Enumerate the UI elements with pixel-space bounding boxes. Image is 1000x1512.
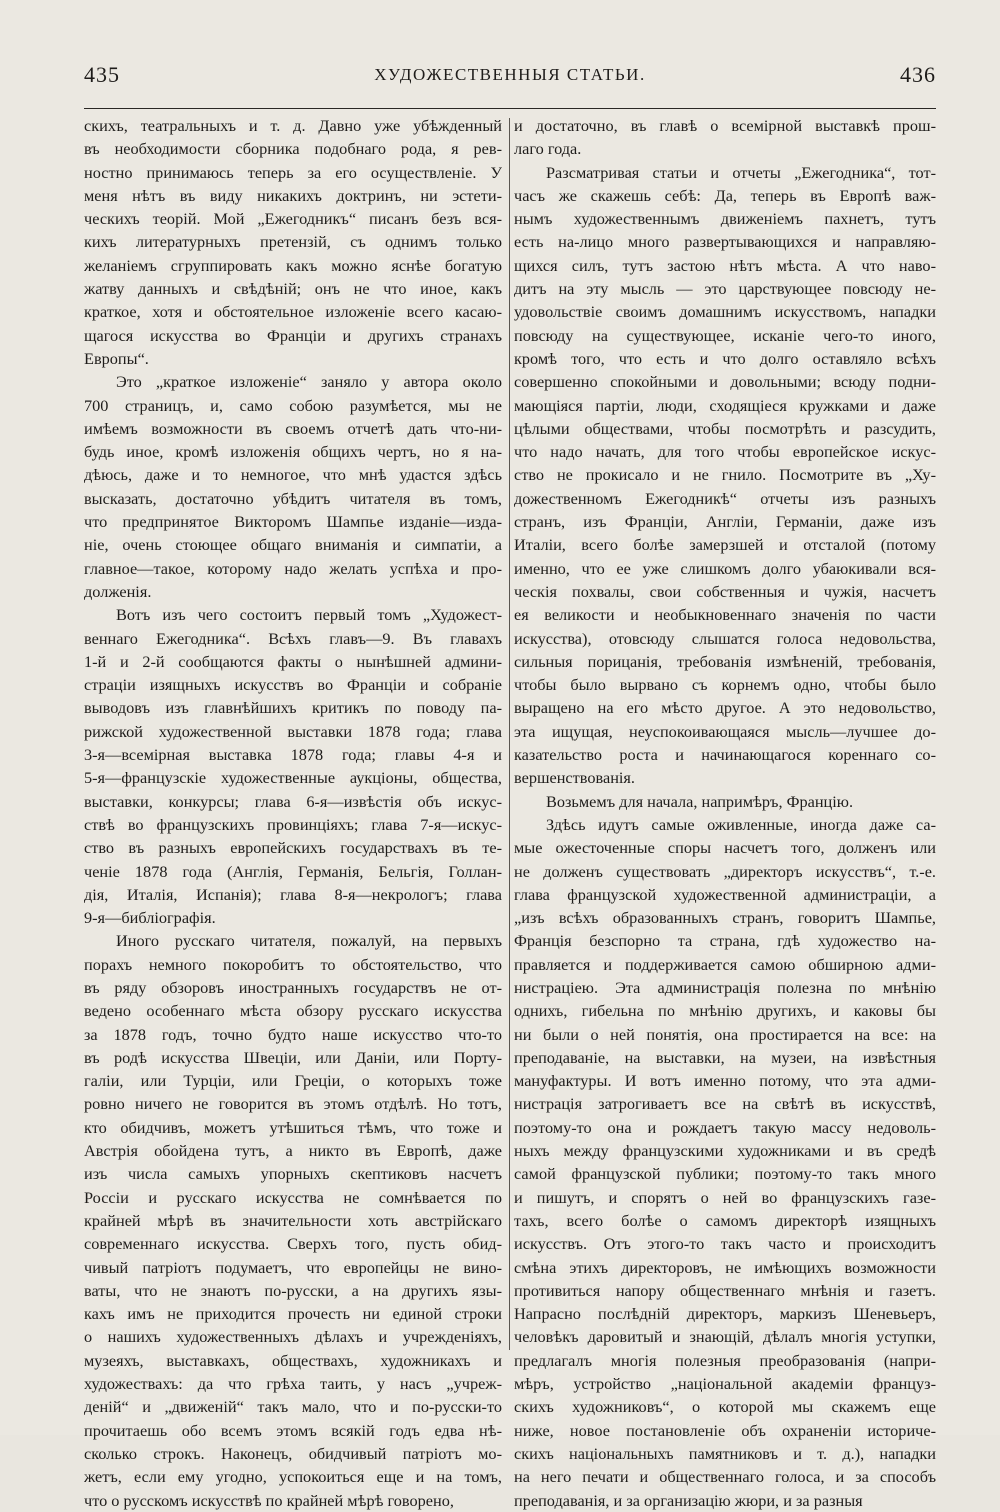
text-line: 9-я—библіографія. [84, 908, 216, 928]
text-line: крайней мѣрѣ въ значительности хоть австрійскаго [84, 1210, 502, 1230]
text-line: преподаванія, и за организацію жюри, и за разныя [514, 1490, 863, 1510]
text-line: ныхъ между французскими художниками и въ средѣ [514, 1141, 936, 1161]
text-line: Возьмемъ для начала, напримѣръ, Францію. [546, 791, 854, 811]
text-line: мающіяся партіи, люди, сходящіеся кружками и даже [514, 395, 936, 415]
text-line: ствѣ во французскихъ провинціяхъ; глава 7-я—искус- [84, 814, 502, 834]
text-line: скихъ національныхъ памятниковъ и т. д.), нападки [514, 1443, 936, 1463]
text-line: Это „краткое изложеніе“ заняло у автора около [116, 372, 502, 392]
text-line: странъ, изъ Франціи, Англіи, Германіи, даже изъ [514, 512, 936, 532]
text-line: скихъ, театральныхъ и т. д. Давно уже убѣжденный [84, 116, 502, 135]
text-line: на него печати и общественнаго голоса, и за способъ [514, 1467, 936, 1487]
text-line: дѣюсь, даже и то немногое, что мнѣ удастся здѣсь [84, 465, 502, 485]
text-line: ниже, новое постановленіе объ охраненіи историче- [514, 1420, 936, 1440]
left-column [84, 114, 502, 1512]
text-line: самой французской публики; поэтому-то такъ много [514, 1164, 936, 1184]
text-line: лаго года. [514, 139, 582, 159]
text-line: сильныя порицанія, требованія измѣненій, требованія, [514, 651, 936, 671]
text-line: порахъ немного покоробитъ то обстоятельство, что [84, 954, 502, 974]
text-line: „изъ всѣхъ образованныхъ странъ, говоритъ Шампье, [514, 908, 936, 928]
text-line: краткое, хотя и обстоятельное изложеніе всего касаю- [84, 302, 502, 322]
text-line: удовольствіе своимъ домашнимъ искусствомъ, нападки [514, 302, 936, 322]
text-line: ческихъ теорій. Мой „Ежегодникъ“ писанъ безъ вся- [84, 209, 502, 229]
text-line: высказать, достаточно убѣдитъ читателя въ томъ, [84, 488, 502, 508]
text-line: поэтому-то она и рождаетъ такую массу недоволь- [514, 1117, 936, 1137]
text-line: Разсматривая статьи и отчеты „Ежегодника“, тот- [546, 162, 936, 182]
text-line: нымъ художественнымъ движеніемъ пахнетъ, тутъ [514, 209, 936, 229]
text-line: въ родѣ искусства Швеціи, или Даніи, или Порту- [84, 1047, 502, 1067]
text-line: ровно ничего не говорится въ этомъ отдѣлѣ. Но тотъ, [84, 1094, 502, 1114]
text-line: совершенно спокойными и довольными; всюду подни- [514, 372, 936, 392]
text-line: кромѣ того, что есть и что долго оставляло всѣхъ [514, 348, 936, 368]
text-line: дожественномъ Ежегодникѣ“ отчеты изъ разныхъ [514, 488, 936, 508]
text-line: смѣна этихъ директоровъ, не имѣющихъ возможности [514, 1257, 936, 1277]
text-line: ческія похвалы, свои собственныя и чужія, насчетъ [514, 581, 936, 601]
text-line: дія, Италія, Испанія); глава 8-я—некрологъ; глава [84, 884, 502, 904]
text-line: выводовъ изъ главнѣйшихъ критикъ по поводу па- [84, 698, 502, 718]
text-line: преподаваніе, на выставки, на музеи, на извѣстныя [514, 1047, 936, 1067]
text-line: скихъ художниковъ“, о которой мы скажемъ еще [514, 1397, 936, 1417]
text-line: веннаго Ежегодника“. Всѣхъ главъ—9. Въ главахъ [84, 628, 502, 648]
text-line: художествахъ: да что грѣха таить, у насъ „учреж- [84, 1374, 502, 1394]
text-line: кихъ литературныхъ претензій, съ однимъ только [84, 232, 502, 252]
text-line: что надо начать, для того чтобы европейское искус- [514, 442, 936, 462]
text-line: желаніемъ сгруппировать какъ можно яснѣе богатую [84, 255, 502, 275]
text-line: ведено особеннаго мѣста обзору русскаго искусства [84, 1001, 502, 1021]
text-line: Здѣсь идутъ самые оживленные, иногда даже са- [546, 814, 936, 834]
text-line: нистрація затрогиваетъ все на свѣтѣ въ искусствѣ, [514, 1094, 936, 1114]
text-line: эта ищущая, неуспокоивающаяся мысль—лучшее до- [514, 721, 936, 741]
text-line: имѣемъ возможности въ своемъ отчетѣ дать что-ни- [84, 418, 502, 438]
text-line: долженія. [84, 581, 152, 601]
text-line: мануфактуры. И вотъ именно потому, что эта адми- [514, 1071, 936, 1091]
text-line: въ необходимости сборника подобнаго рода, я рев- [84, 139, 502, 159]
text-line: ство не прокисало и не гнило. Посмотрите въ „Ху- [514, 465, 936, 485]
text-line: въ ряду обзоровъ иностранныхъ государствъ не от- [84, 977, 502, 997]
text-line: кто обидчивъ, можетъ утѣшиться тѣмъ, что тоже и [84, 1117, 502, 1137]
text-line: предлагалъ многія полезныя преобразованія (напри- [514, 1350, 936, 1370]
text-line: изъ числа самыхъ упорныхъ скептиковъ насчетъ [84, 1164, 502, 1184]
text-line: чивый патріотъ подумаетъ, что европейцы не вино- [84, 1257, 502, 1277]
text-line: и достаточно, въ главѣ о всемірной выставкѣ прош- [514, 116, 936, 135]
text-line: современнаго искусства. Сверхъ того, пусть обид- [84, 1234, 502, 1254]
text-line: повсюду на существующее, исканіе чего-то иного, [514, 325, 936, 345]
text-line: будь иное, кромѣ изложенія общихъ чертъ, но я на- [84, 442, 502, 462]
text-line: однихъ, гибельна по мнѣнію другихъ, и каковы бы [514, 1001, 936, 1021]
right-column [514, 114, 936, 1512]
text-line: дитъ на эту мысль — это царствующее повсюду не- [514, 279, 936, 299]
text-line: человѣкъ даровитый и знающій, дѣлалъ многія уступки, [514, 1327, 936, 1347]
text-line: за 1878 годъ, точно будто наше искусство что-то [84, 1024, 502, 1044]
text-line: и пишутъ, и спорятъ о ней во французскихъ газе- [514, 1187, 936, 1207]
text-line: галіи, или Турціи, или Греціи, о которыхъ тоже [84, 1071, 502, 1091]
text-line: музеяхъ, выставкахъ, обществахъ, художникахъ и [84, 1350, 502, 1370]
right-page-number: 436 [900, 62, 936, 87]
text-line: 3-я—всемірная выставка 1878 года; главы 4-я и [84, 745, 502, 765]
text-line: часъ же скажешь себѣ: Да, теперь въ Европѣ важ- [514, 185, 936, 205]
text-line: Напрасно послѣдній директоръ, маркизъ Шеневьеръ, [514, 1304, 936, 1324]
text-line: выставки, конкурсы; глава 6-я—извѣстія объ искус- [84, 791, 502, 811]
text-line: выращено на его мѣсто другое. А это недовольство, [514, 698, 936, 718]
text-line: противиться напору общественнаго мнѣнія и газетъ. [514, 1280, 936, 1300]
text-line: ніе, очень стоющее общаго вниманія и симпатіи, а [84, 535, 502, 555]
text-line: чтобы было вырвано съ корнемъ одно, чтобы было [514, 675, 936, 695]
text-line: Италіи, всего болѣе замерзшей и отсталой (потому [514, 535, 936, 555]
text-line: мые ожесточенные споры насчетъ того, долженъ или [514, 838, 936, 858]
text-line: что предпринятое Викторомъ Шампье изданіе—изда- [84, 512, 502, 532]
text-line: страціи изящныхъ искусствъ во Франціи и собраніе [84, 675, 502, 695]
text-line: вершенствованія. [514, 768, 635, 788]
text-line: нистраціею. Эта администрація полезна по мнѣнію [514, 977, 936, 997]
text-line: рижской художественной выставки 1878 года; глава [84, 721, 502, 741]
text-line: сколько строкъ. Наконецъ, обидчивый патріотъ мо- [84, 1443, 502, 1463]
text-line: не долженъ существовать „директоръ искусствъ“, т.-е. [514, 861, 936, 881]
header-rule [84, 108, 936, 109]
text-line: главное—такое, которому надо желать успѣха и про- [84, 558, 502, 578]
text-line: мѣръ, устройство „національной академіи француз- [514, 1374, 936, 1394]
page-header [84, 62, 936, 92]
text-line: Франція безспорно та страна, гдѣ художество на- [514, 931, 936, 951]
text-line: Иного русскаго читателя, пожалуй, на первыхъ [116, 931, 502, 951]
text-line: искусствъ. Отъ этого-то такъ часто и происходитъ [514, 1234, 936, 1254]
text-line: именно, что ее уже слишкомъ долго убаюкивали вся- [514, 558, 936, 578]
text-line: 5-я—французскіе художественные аукціоны, общества, [84, 768, 502, 788]
text-line: щихся силъ, тутъ застою нѣтъ мѣста. А что наво- [514, 255, 936, 275]
text-line: цѣлыми обществами, чтобы посмотрѣть и разсудить, [514, 418, 936, 438]
text-line: ностно принимаюсь теперь за его осуществленіе. У [84, 162, 502, 182]
text-line: Австрія обойдена тутъ, а никто въ Европѣ, даже [84, 1141, 502, 1161]
text-line: жетъ, если ему угодно, успокоиться еще и на томъ, [84, 1467, 502, 1487]
text-line: глава французской художественной администраціи, а [514, 884, 936, 904]
text-line: о нашихъ художественныхъ дѣлахъ и учрежденіяхъ, [84, 1327, 502, 1347]
text-line: меня нѣтъ въ виду никакихъ доктринъ, ни эстети- [84, 185, 502, 205]
text-line: Россіи и русскаго искусства не сомнѣвается по [84, 1187, 502, 1207]
left-page-number: 435 [84, 62, 120, 87]
text-line: ство въ разныхъ европейскихъ государствахъ въ те- [84, 838, 502, 858]
text-line: прочитаешь обо всемъ этомъ всякій годъ едва нѣ- [84, 1420, 502, 1440]
text-line: есть на-лицо много развертывающихся и направляю- [514, 232, 936, 252]
text-line: деній“ и „движеній“ такъ мало, что и по-русски-то [84, 1397, 502, 1417]
text-line: 1-й и 2-й сообщаются факты о нынѣшней админи- [84, 651, 502, 671]
text-line: Европы“. [84, 348, 149, 368]
text-line: правляется и поддерживается самою обширною адми- [514, 954, 936, 974]
text-line: искусства), отовсюду слышатся голоса недовольства, [514, 628, 936, 648]
text-line: 700 страницъ, и, само собою разумѣется, мы не [84, 395, 502, 415]
text-line: жатву данныхъ и свѣдѣній; онъ не что иное, какъ [84, 279, 502, 299]
text-line: что о русскомъ искусствѣ по крайней мѣрѣ говорено, [84, 1490, 454, 1510]
running-title: ХУДОЖЕСТВЕННЫЯ СТАТЬИ. [374, 65, 646, 84]
column-divider [509, 118, 510, 1350]
text-line: Вотъ изъ чего состоитъ первый томъ „Художест- [116, 605, 502, 625]
text-line: ченіе 1878 года (Англія, Германія, Бельгія, Голлан- [84, 861, 502, 881]
text-line: ни были о ней понятія, она простирается на все: на [514, 1024, 936, 1044]
text-line: ея великости и необыкновеннаго значенія по части [514, 605, 936, 625]
text-line: кахъ имъ не приходится прочесть ни единой строки [84, 1304, 502, 1324]
text-line: казательство роста и начинающагося кореннаго со- [514, 745, 936, 765]
text-line: щагося искусства во Франціи и другихъ странахъ [84, 325, 502, 345]
text-line: ваты, что не знаютъ по-русски, а на другихъ язы- [84, 1280, 502, 1300]
text-line: тахъ, всего болѣе о самомъ директорѣ изящныхъ [514, 1210, 936, 1230]
